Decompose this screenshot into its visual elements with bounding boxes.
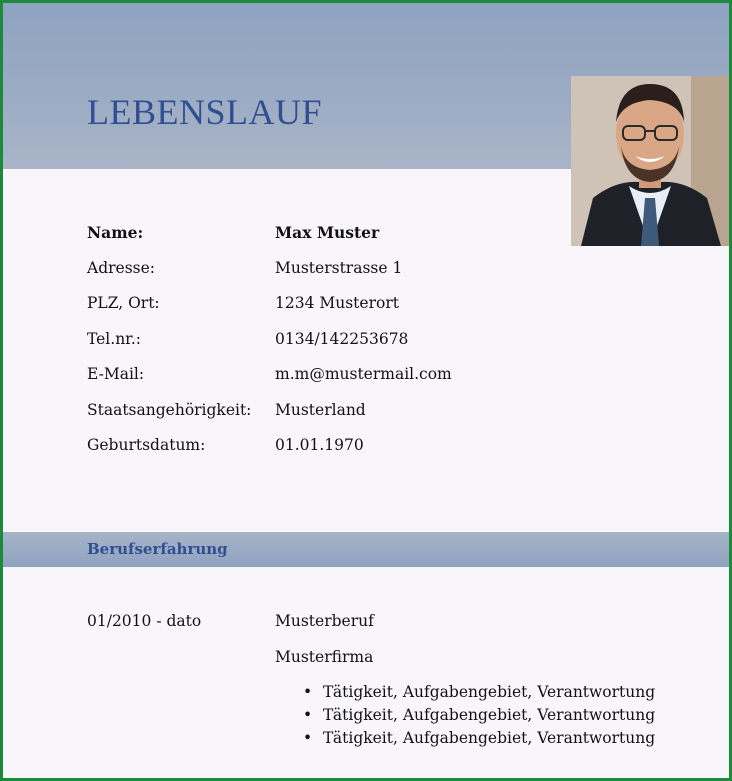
name-label: Name:: [87, 223, 144, 242]
list-item: [303, 683, 655, 706]
profile-photo: [571, 76, 729, 246]
experience-date: 01/2010 - dato: [87, 612, 202, 630]
birthdate-value: 01.01.1970: [275, 436, 364, 454]
zip-city-label: PLZ, Ort:: [87, 294, 160, 312]
experience-section-band: [3, 532, 729, 567]
zip-city-value: 1234 Musterort: [275, 294, 399, 312]
bullet-icon: •: [303, 729, 313, 747]
address-label: Adresse:: [87, 258, 156, 277]
page-title: LEBENSLAUF: [87, 92, 323, 132]
birthdate-label: Geburtsdatum:: [87, 436, 206, 454]
experience-job: Musterberuf: [275, 612, 374, 630]
address-value: Musterstrasse 1: [275, 258, 403, 277]
section-title: Berufserfahrung: [87, 540, 228, 558]
experience-company: Musterfirma: [275, 648, 374, 666]
phone-label: Tel.nr.:: [87, 329, 142, 348]
task-list: [303, 683, 655, 752]
phone-value: 0134/142253678: [275, 329, 409, 348]
nationality-label: Staatsangehörigkeit:: [87, 400, 252, 419]
nationality-value: Musterland: [275, 400, 366, 419]
list-item: [303, 706, 655, 729]
bullet-icon: •: [303, 683, 313, 701]
email-value: m.m@mustermail.com: [275, 365, 452, 383]
name-value: Max Muster: [275, 223, 380, 242]
list-item: [303, 729, 655, 752]
email-label: E-Mail:: [87, 365, 145, 383]
task-text: Tätigkeit, Aufgabengebiet, Verantwortung: [323, 729, 656, 747]
task-text: Tätigkeit, Aufgabengebiet, Verantwortung: [323, 683, 656, 701]
task-text: Tätigkeit, Aufgabengebiet, Verantwortung: [323, 706, 656, 724]
bullet-icon: •: [303, 706, 313, 724]
